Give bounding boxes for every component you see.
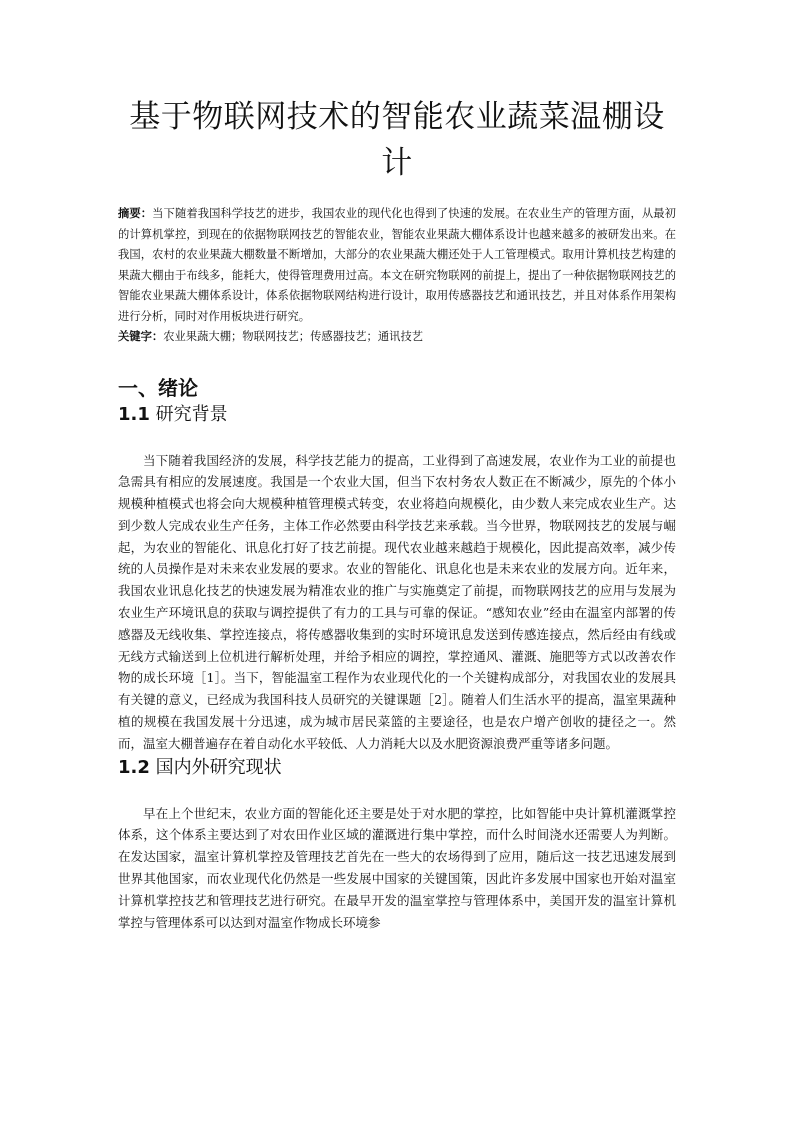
- keywords-text: 农业果蔬大棚；物联网技艺；传感器技艺；通讯技艺: [163, 330, 424, 343]
- section-heading-research-status: [118, 755, 676, 781]
- document-page: [118, 94, 676, 933]
- body-paragraph: 当下随着我国经济的发展，科学技艺能力的提高，工业得到了高速发展，农业作为工业的前提也急需具有相应的发展速度。我国是一个农业大国，但当下农村务农人数正在不断减少，原先的个体小规模种植模式也将会向大规模种植管理模式转变，农业将趋向规模化，由少数人来完成农业生产。达到少数人完成农业生产任务，主体工作必然要由科学技艺来承载。当今世界，物联网技艺的发展与崛起，为农业的智能化、讯息化打好了技艺前提。现代农业越来越趋于规模化，因此提高效率，减少传统的人员操作是对未来农业发展的要求。农业的智能化、讯息化也是未来农业的发展方向。近年来，我国农业讯息化技艺的快速发展为精准农业的推广与实施奠定了前提，而物联网技艺的应用与发展为农业生产环境讯息的获取与调控提供了有力的工具与可靠的保证。“感知农业”经由在温室内部署的传感器及无线收集、掌控连接点，将传感器收集到的实时环境讯息发送到传感连接点，然后经由有线或无线方式输送到上位机进行解析处理，并给予相应的调控，掌控通风、灌溉、施肥等方式以改善农作物的成长环境［1］。当下，智能温室工程作为农业现代化的一个关键构成部分，对我国农业的发展具有关键的意义，已经成为我国科技人员研究的关键课题［2］。随着人们生活水平的提高，温室果蔬种植的规模在我国发展十分迅速，成为城市居民菜篮的主要途径，也是农户增产创收的捷径之一。然而，温室大棚普遍存在着自动化水平较低、人力消耗大以及水肥资源浪费严重等诸多问题。: [118, 452, 676, 751]
- section-number: 1.2: [118, 756, 150, 778]
- section-title: 国内外研究现状: [155, 756, 282, 778]
- section-title: 研究背景: [155, 403, 228, 425]
- document-title: 基于物联网技术的智能农业蔬菜温棚设计: [129, 99, 665, 181]
- chapter-heading: 一、绪论: [118, 375, 198, 400]
- keywords-label: 关键字：: [118, 330, 164, 343]
- body-paragraph: 早在上个世纪末，农业方面的智能化还主要是处于对水肥的掌控，比如智能中央计算机灌溉掌控体系，这个体系主要达到了对农田作业区域的灌溉进行集中掌控，而什么时间浇水还需要人为判断。在发达国家，温室计算机掌控及管理技艺首先在一些大的农场得到了应用，随后这一技艺迅速发展到世界其他国家，而农业现代化仍然是一些发展中国家的关键国策，因此许多发展中国家也开始对温室计算机掌控技艺和管理技艺进行研究。在最早开发的温室掌控与管理体系中，美国开发的温室计算机掌控与管理体系可以达到对温室作物成长环境参: [118, 805, 676, 930]
- keywords: [118, 327, 676, 348]
- section-number: 1.1: [118, 403, 150, 425]
- section-heading-background: [118, 402, 676, 428]
- abstract-text: 当下随着我国科学技艺的进步，我国农业的现代化也得到了快速的发展。在农业生产的管理方面，从最初的计算机掌控，到现在的依据物联网技艺的智能农业，智能农业果蔬大棚体系设计也越来越多的被研发出来。在我国，农村的农业果蔬大棚数量不断增加，大部分的农业果蔬大棚还处于人工管理模式。取用计算机技艺构建的果蔬大棚由于布线多，能耗大，使得管理费用过高。本文在研究物联网的前提上，提出了一种依据物联网技艺的智能农业果蔬大棚体系设计，体系依据物联网结构进行设计，取用传感器技艺和通讯技艺，并且对体系作用架构进行分析，同时对作用板块进行研究。: [118, 207, 676, 323]
- abstract: [118, 204, 676, 327]
- abstract-label: 摘要：: [118, 207, 153, 220]
